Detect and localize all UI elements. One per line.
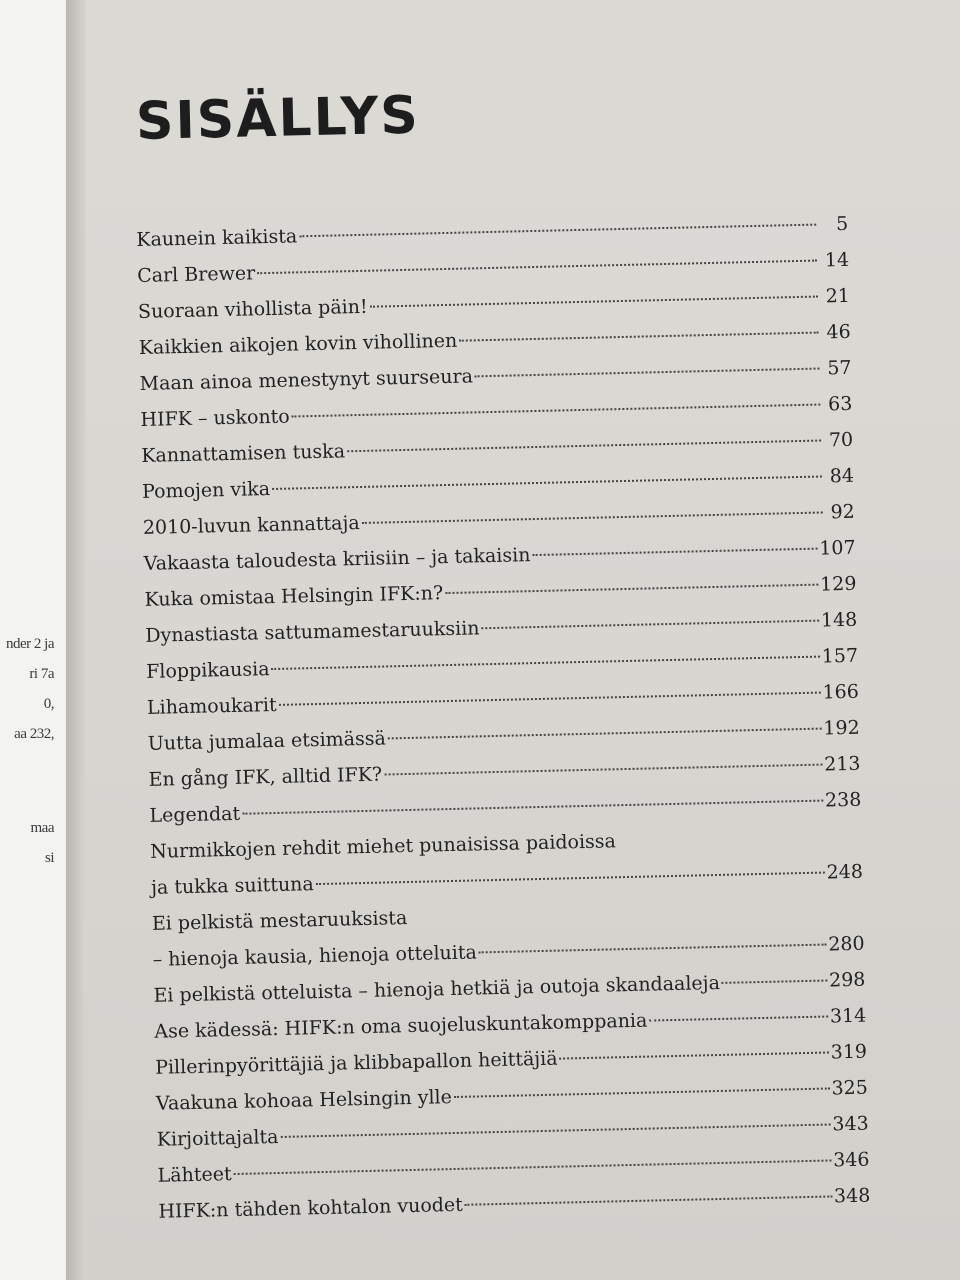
toc-page-number: 21 — [825, 284, 851, 308]
toc-entry-title: HIFK:n tähden kohtalon vuodet — [158, 1193, 464, 1223]
toc-entry-title: Kirjoittajalta — [156, 1126, 279, 1151]
toc-page-number: 5 — [835, 212, 849, 236]
dot-leader — [271, 656, 819, 670]
toc-page-number: 346 — [832, 1148, 870, 1172]
book-gutter — [66, 0, 86, 1280]
toc-page-number: 57 — [827, 356, 852, 380]
toc-entry-title: Vakaasta taloudesta kriisiin – ja takaisin — [143, 544, 531, 575]
dot-leader — [316, 872, 825, 886]
toc-entry-title: Kaikkien aikojen kovin vihollinen — [138, 329, 458, 359]
toc-page-number: 280 — [828, 932, 865, 956]
toc-page-number: 348 — [833, 1184, 871, 1208]
toc-page-number: 129 — [819, 572, 857, 596]
toc-entry-title: Pomojen vika — [141, 478, 271, 503]
toc-entry-title-line1: Ei pelkistä mestaruuksista — [151, 907, 408, 935]
dot-leader — [280, 1123, 830, 1137]
toc-entry-title: Kuka omistaa Helsingin IFK:n? — [144, 582, 444, 611]
dot-leader — [465, 1195, 832, 1205]
dot-leader — [445, 584, 818, 594]
toc-entry-title: – hienoja kausia, hienoja otteluita — [152, 941, 478, 971]
dot-leader — [388, 728, 822, 740]
dot-leader — [454, 1087, 830, 1098]
toc-entry-title: Legendat — [149, 802, 241, 827]
toc-entry-title: 2010-luvun kannattaja — [142, 512, 360, 539]
dot-leader — [384, 764, 822, 776]
toc-entry-title: Ei pelkistä otteluista – hienoja hetkiä ja outoja skandaaleja — [153, 971, 721, 1007]
dot-leader — [722, 980, 827, 984]
toc-entry-title: Lihamoukarit — [146, 693, 277, 719]
toc-entry-title: Pillerinpyörittäjiä ja klibbapallon heittäjiä — [154, 1047, 558, 1079]
toc-page-number: 70 — [828, 428, 854, 452]
dot-leader — [242, 800, 823, 815]
left-page-edge — [0, 0, 67, 1280]
toc-entry-title-line1: Nurmikkojen rehdit miehet punaisissa paidoissa — [150, 830, 617, 863]
toc-page-number: 343 — [832, 1112, 869, 1136]
toc-page-number: 157 — [821, 644, 859, 668]
left-page-text-6: si — [44, 850, 54, 866]
table-of-contents — [136, 206, 871, 1230]
dot-leader — [272, 476, 822, 490]
toc-entry-title: Suoraan vihollista päin! — [137, 295, 368, 323]
toc-entry-title: En gång IFK, alltid IFK? — [148, 763, 383, 791]
toc-entry-title: Kannattamisen tuska — [141, 440, 346, 467]
dot-leader — [257, 260, 817, 275]
toc-page-number: 192 — [823, 716, 860, 740]
toc-page-number: 213 — [823, 752, 861, 776]
left-page-text-5: maa — [30, 820, 54, 836]
left-page-text-2: ri 7a — [29, 666, 54, 682]
toc-entry-title: HIFK – uskonto — [140, 405, 291, 431]
toc-entry-title: Maan ainoa menestynyt suurseura — [139, 365, 474, 395]
toc-entry-title: Floppikausia — [145, 658, 270, 683]
dot-leader — [532, 548, 817, 556]
toc-page-number: 238 — [824, 788, 862, 812]
toc-entry-title: ja tukka suittuna — [150, 873, 314, 899]
dot-leader — [234, 1159, 832, 1175]
toc-entry-title: Kaunein kaikista — [136, 225, 298, 251]
toc-page-number: 63 — [827, 392, 853, 416]
dot-leader — [481, 620, 818, 630]
toc-page-number: 148 — [820, 608, 858, 632]
toc-page-number: 248 — [826, 860, 864, 884]
toc-page-number: 14 — [824, 248, 850, 272]
toc-page-number: 314 — [829, 1004, 867, 1028]
dot-leader — [370, 296, 818, 308]
toc-page-number: 325 — [831, 1076, 869, 1100]
left-page-text-4: aa 232, — [14, 726, 54, 742]
dot-leader — [292, 404, 821, 418]
dot-leader — [479, 944, 827, 954]
dot-leader — [560, 1051, 829, 1059]
dot-leader — [649, 1016, 828, 1022]
toc-entry-title: Ase kädessä: HIFK:n oma suojeluskuntakomppania — [154, 1009, 648, 1043]
toc-entry-title: Lähteet — [157, 1163, 232, 1187]
toc-page-number: 84 — [829, 464, 855, 488]
left-page-text-1: nder 2 ja — [6, 636, 54, 652]
dot-leader — [459, 332, 818, 342]
toc-entry-title: Uutta jumalaa etsimässä — [147, 727, 387, 755]
dot-leader — [347, 440, 821, 453]
dot-leader — [362, 511, 823, 523]
toc-page-number: 298 — [828, 968, 866, 992]
dot-leader — [299, 224, 816, 238]
toc-page-number: 92 — [830, 500, 856, 524]
dot-leader — [279, 692, 821, 706]
toc-page-number: 319 — [830, 1040, 868, 1064]
page-title: SISÄLLYS — [135, 85, 421, 152]
toc-page-number: 166 — [822, 680, 860, 704]
toc-entry-title: Dynastiasta sattumamestaruuksiin — [145, 617, 480, 647]
toc-page-number: 46 — [826, 320, 851, 344]
dot-leader — [475, 368, 820, 378]
toc-entry-title: Vaakuna kohoaa Helsingin ylle — [155, 1086, 453, 1115]
left-page-text-3: 0, — [43, 696, 54, 712]
toc-entry-title: Carl Brewer — [136, 262, 256, 287]
toc-page-number: 107 — [819, 536, 856, 560]
